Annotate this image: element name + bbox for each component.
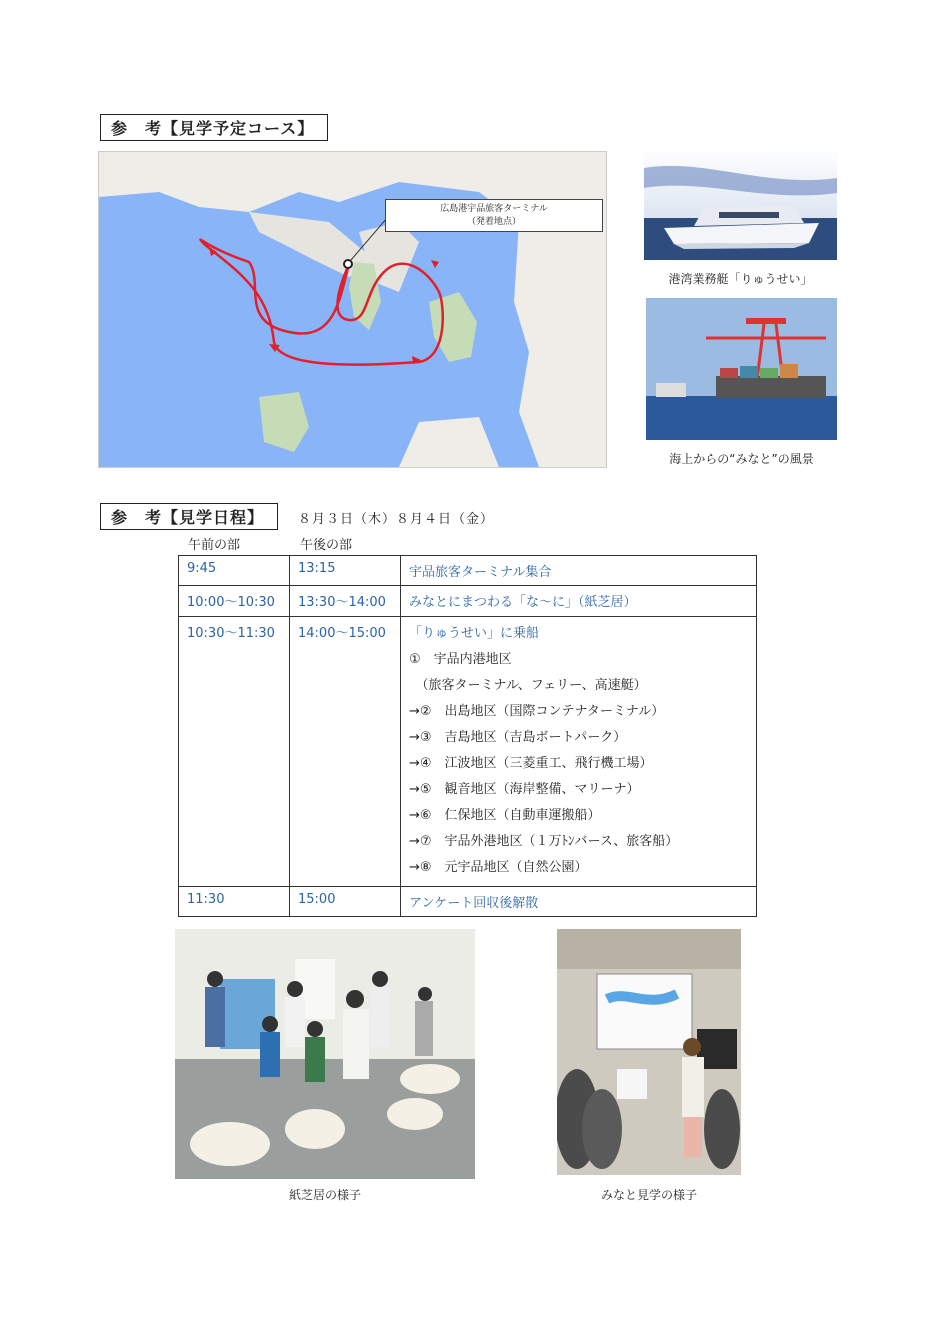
list-item: →④ 江波地区（三菱重工、飛行機工場） — [409, 756, 653, 771]
section-heading-course: 参 考【見学予定コース】 — [100, 114, 328, 141]
terminal-marker-icon — [344, 260, 352, 268]
list-item: →③ 吉島地区（吉島ボートパーク） — [409, 730, 627, 745]
callout-subtitle: （発着地点） — [466, 217, 521, 227]
boat-photo — [644, 148, 837, 260]
boat-caption: 港湾業務艇「りゅうせい」 — [668, 272, 813, 286]
activity: 宇品旅客ターミナル集合 — [401, 556, 757, 586]
cruise-stops-list — [409, 647, 748, 881]
tour-caption: みなと見学の様子 — [600, 1188, 697, 1202]
pm-column-label: 午後の部 — [300, 538, 353, 553]
schedule-row — [179, 586, 757, 617]
schedule-table — [178, 555, 757, 917]
list-item: →② 出島地区（国際コンテナターミナル） — [409, 704, 665, 719]
activity: 「りゅうせい」に乗船 — [409, 626, 540, 641]
callout-title: 広島港宇品旅客ターミナル — [440, 204, 548, 214]
port-caption: 海上からの“みなと”の風景 — [669, 452, 814, 466]
pm-time: 15:00 — [290, 887, 401, 917]
list-item: →⑤ 観音地区（海岸整備、マリーナ） — [409, 782, 640, 797]
kamishibai-photo — [175, 929, 475, 1179]
pm-time: 13:15 — [290, 556, 401, 586]
list-item: →⑧ 元宇品地区（自然公園） — [409, 860, 588, 875]
activity-cruise — [401, 617, 757, 887]
am-time: 11:30 — [179, 887, 290, 917]
am-time: 10:00～10:30 — [179, 586, 290, 617]
schedule-row — [179, 556, 757, 586]
section-heading-schedule: 参 考【見学日程】 — [100, 503, 278, 530]
am-column-label: 午前の部 — [188, 538, 241, 553]
am-time: 10:30～11:30 — [179, 617, 290, 887]
list-item: →⑥ 仁保地区（自動車運搬船） — [409, 808, 601, 823]
terminal-callout — [385, 199, 603, 232]
tour-photo — [557, 929, 741, 1175]
kamishibai-caption: 紙芝居の様子 — [288, 1188, 361, 1202]
list-item: （旅客ターミナル、フェリー、高速艇） — [409, 678, 647, 693]
land-east — [514, 212, 606, 467]
list-item: ① 宇品内港地区 — [409, 652, 512, 667]
pm-time: 13:30～14:00 — [290, 586, 401, 617]
port-photo — [646, 298, 837, 440]
pm-time: 14:00～15:00 — [290, 617, 401, 887]
am-time: 9:45 — [179, 556, 290, 586]
list-item: →⑦ 宇品外港地区（１万ﾄﾝバース、旅客船） — [409, 834, 679, 849]
activity: みなとにまつわる「な～に」（紙芝居） — [401, 586, 757, 617]
schedule-row — [179, 617, 757, 887]
tour-dates: ８月３日（木）８月４日（金） — [298, 512, 495, 527]
schedule-row — [179, 887, 757, 917]
activity: アンケート回収後解散 — [401, 887, 757, 917]
